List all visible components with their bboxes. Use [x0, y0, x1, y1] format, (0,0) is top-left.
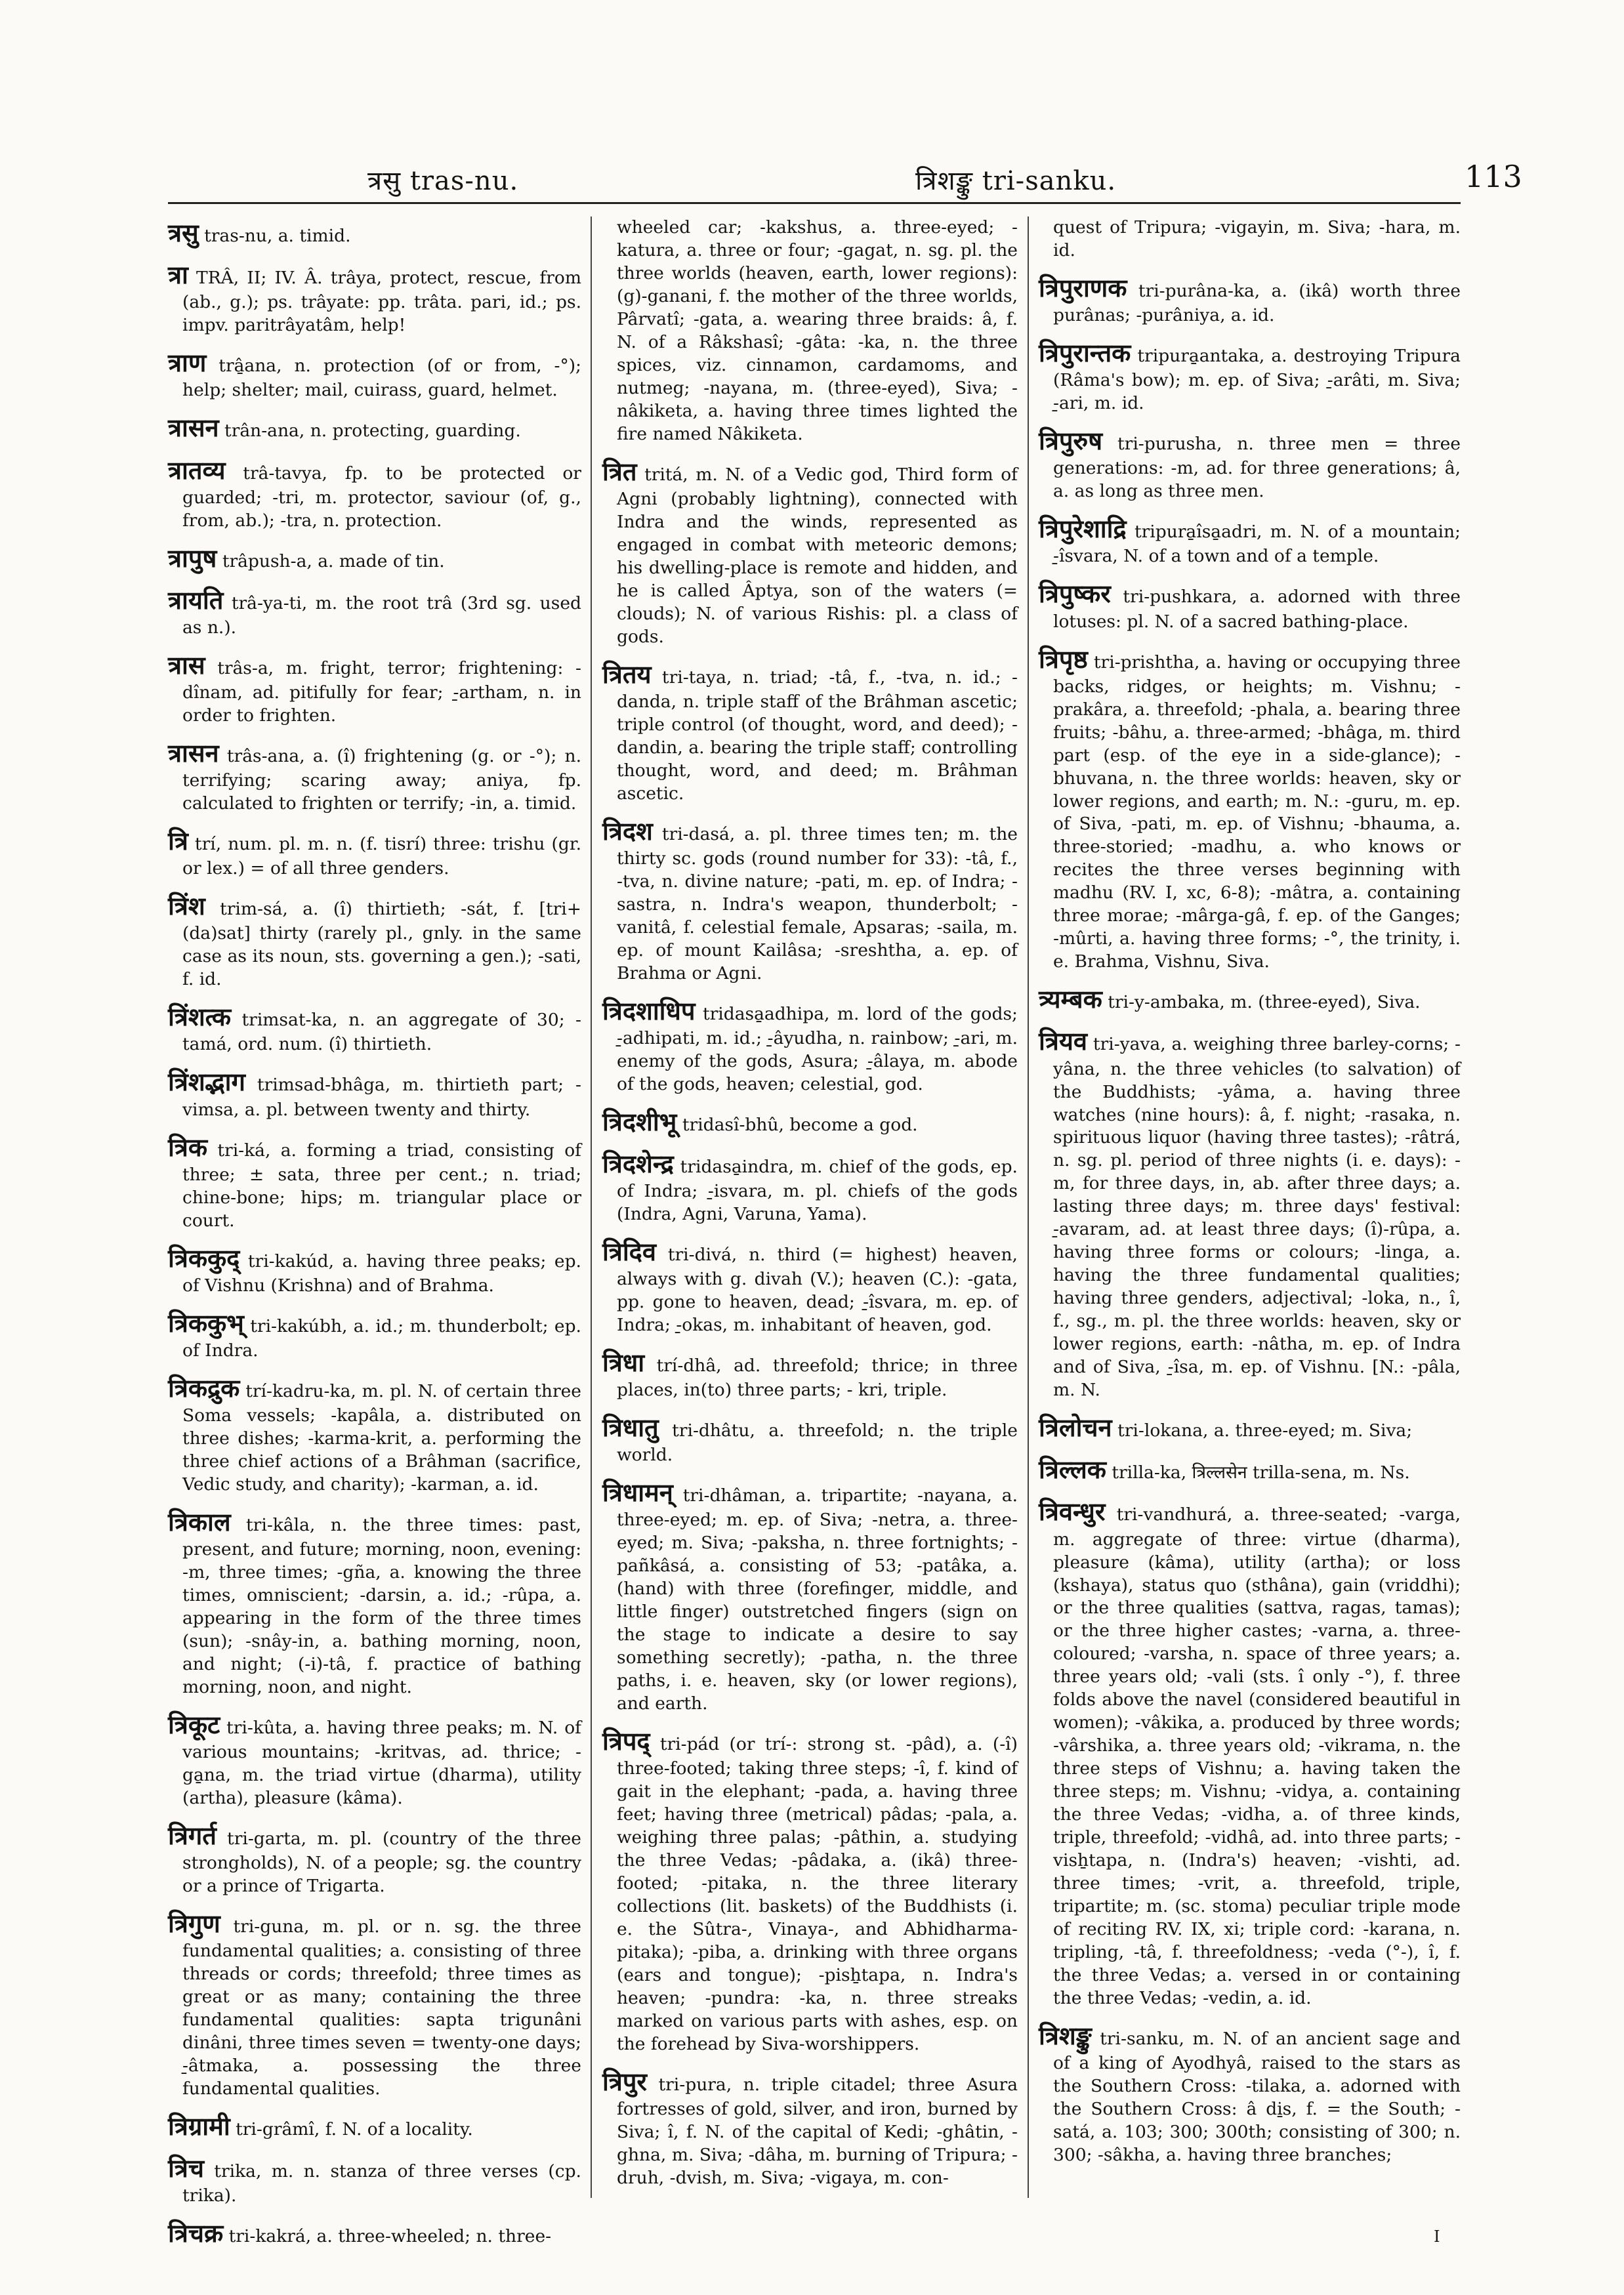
dictionary-entry: [168, 1131, 581, 1233]
dictionary-entry: [168, 1001, 581, 1056]
dictionary-column-3: [1039, 217, 1461, 2211]
headword-devanagari: त्रिपुर: [602, 2067, 647, 2096]
entry-text: tri-lokana, a. three-eyed; m. Siva;: [1117, 1420, 1413, 1441]
entry-text: trika, m. n. stanza of three verses (cp. trika).: [182, 2161, 581, 2206]
dictionary-entry: [1039, 2019, 1461, 2167]
dictionary-entry-continued: [1039, 217, 1461, 262]
entry-text: tridasa̱indra, m. chief of the gods, ep. of Indra; -̱isvara, m. pl. chiefs of the gods (Indra, Agni, Varuna, Yama).: [617, 1156, 1018, 1224]
headword-devanagari: त्रिदशाधिप: [602, 996, 696, 1025]
entry-text: trân-ana, n. protecting, guarding.: [224, 421, 521, 442]
entry-text: tri-pura, n. triple citadel; three Asura fortresses of gold, silver, and iron, burned by Siva; î, f. N. of the capital of Kedi; -ghâtin, -ghna, m. Siva; -dâha, m. burning of Tripura; -druh, -dvish, m. Siva; -vigaya, m. con-: [617, 2074, 1018, 2188]
entry-text: tri-kakúbh, a. id.; m. thunderbolt; ep. of Indra.: [182, 1315, 581, 1361]
headword-devanagari: त्रसु: [168, 218, 199, 247]
dictionary-entry: [168, 890, 581, 991]
dictionary-entry: [602, 2065, 1018, 2190]
header-rule: [168, 202, 1461, 204]
entry-text: tri-y-ambaka, m. (three-eyed), Siva.: [1108, 992, 1421, 1013]
entry-text: tri-ká, a. forming a triad, consisting of three; ± sata, three per cent.; n. triad; chine-bone; hips; m. triangular place or court.: [182, 1140, 581, 1231]
entry-text: trâpush-a, a. made of tin.: [222, 550, 445, 571]
headword-devanagari: त्रा: [168, 260, 188, 290]
entry-text: trí, num. pl. m. n. (f. tisrí) three: trishu (gr. or lex.) = of all three genders.: [182, 834, 581, 879]
headword-devanagari: त्रिपद्: [602, 1727, 650, 1756]
entry-text: wheeled car; -kakshus, a. three-eyed; -katura, a. three or four; -gagat, n. sg. pl. the three worlds (heaven, earth, lower regions): (g)-ganani, f. the mother of the three worlds, Pârvatî; -gata, a. wearing three braids: â, f. N. of a Râkshasî; -gâta: -ka, n. the three spices, viz. cinnamon, cardamoms, and nutmeg; -nayana, m. (three-eyed), Siva; -nâkiketa, a. having three times lighted the fire named Nâkiketa.: [617, 217, 1018, 444]
left-guide-transliteration: tras-nu.: [409, 166, 519, 196]
headword-devanagari: त्रिंशत्क: [168, 1003, 232, 1032]
dictionary-entry: [168, 217, 581, 249]
dictionary-entry: [168, 1242, 581, 1298]
dictionary-entry: [602, 1411, 1018, 1467]
dictionary-column-1: [168, 217, 581, 2248]
headword-devanagari: त्रिककुभ्: [168, 1308, 244, 1338]
entry-text: tri-sanku, m. N. of an ancient sage and of a king of Ayodhyâ, raised to the stars as the Southern Cross: -tilaka, a. adorned with the Southern Cross: â di̱s, f. = the South; -satá, a. 103; 300; 300th; consisting of 300; n. 300; -sâkha, a. having three branches;: [1053, 2028, 1461, 2165]
entry-text: tri-garta, m. pl. (country of the three strongholds), N. of a people; sg. the country or a prince of Trigarta.: [182, 1828, 581, 1896]
headword-devanagari: त्राण: [168, 348, 207, 378]
headword-devanagari: त्रियव: [1039, 1027, 1087, 1056]
entry-text: tri-pushkara, a. adorned with three lotuses: pl. N. of a sacred bathing-place.: [1053, 587, 1461, 632]
dictionary-entry: [602, 1346, 1018, 1402]
headword-devanagari: त्र्यम्बक: [1039, 985, 1102, 1014]
dictionary-entry: [1039, 337, 1461, 415]
entry-text: tri-vandhurá, a. three-seated; -varga, m. aggregate of three: virtue (dharma), pleasure (kâma), utility (artha); or loss (kshaya), status quo (sthâna), gain (vriddhi); or the three qualities (sattva, ragas, tamas); or the three higher castes; -varna, a. three-coloured; -varsha, n. space of three years; a. three years old; -vali (sts. î only -°), f. three folds above the navel (considered beautiful in women); -vâkika, a. produced by three words; -vârshika, a. three years old; -vikrama, n. the three steps of Vishnu; a. having taken the three steps; m. Vishnu; -vidya, a. containing the three Vedas; -vidha, a. of three kinds, triple, threefold; -vidhâ, ad. into three parts; -visẖtapa, n. (Indra's) heaven; -vishti, ad. three times; -vrit, a. threefold, triple, tripartite; m. (sc. stoma) peculiar triple mode of reciting RV. IX, xi; triple cord: -karana, n. tripling, -tâ, f. threefoldness; -veda (°-), î, f. the three Vedas; a. versed in or containing the three Vedas; -vedin, a. id.: [1053, 1504, 1461, 2008]
left-guide-devanagari: त्रसु: [367, 166, 402, 196]
right-guide-devanagari: त्रिशङ्कु: [915, 166, 973, 196]
dictionary-entry: [168, 346, 581, 402]
dictionary-entry: [602, 995, 1018, 1096]
entry-text: tri-kakrá, a. three-wheeled; n. three-: [228, 2226, 552, 2247]
right-guide-transliteration: tri-sanku.: [982, 166, 1117, 196]
dictionary-entry: [168, 454, 581, 533]
running-header: [0, 157, 1624, 203]
entry-text: trim-sá, a. (î) thirtieth; -sát, f. [tri+(da)sat] thirty (rarely pl., gnly. in the same case as its noun, sts. governing a gen.); -sati, f. id.: [182, 899, 581, 990]
dictionary-column-2: [602, 217, 1018, 2211]
dictionary-entry: [168, 584, 581, 640]
entry-text: quest of Tripura; -vigayin, m. Siva; -hara, m. id.: [1053, 217, 1461, 260]
headword-devanagari: त्रिदशेन्द्र: [602, 1149, 674, 1178]
dictionary-entry: [602, 1148, 1018, 1226]
entry-text: trí-kadru-ka, m. pl. N. of certain three Soma vessels; -kapâla, a. distributed on three dishes; -karma-krit, a. performing the three chief actions of a Brâhman (sacrifice, Vedic study, and charity); -karman, a. id.: [182, 1380, 581, 1495]
entry-text: trimsat-ka, n. an aggregate of 30; -tamá, ord. num. (î) thirtieth.: [182, 1010, 581, 1055]
signature-mark: I: [1434, 2227, 1440, 2246]
headword-devanagari: त्रिधामन्: [602, 1478, 673, 1508]
dictionary-entry: [602, 658, 1018, 806]
page-number: 113: [1465, 159, 1522, 194]
headword-devanagari: त्रिकाल: [168, 1507, 231, 1537]
entry-text: tras-nu, a. timid.: [204, 226, 351, 246]
headword-devanagari: त्रिगर्त: [168, 1821, 217, 1850]
dictionary-entry: [1039, 512, 1461, 568]
entry-text: trâ-ya-ti, m. the root trâ (3rd sg. used as n.).: [182, 592, 581, 638]
headword-devanagari: त्रातव्य: [168, 455, 226, 485]
dictionary-entry: [602, 455, 1018, 649]
dictionary-entry: [168, 2152, 581, 2208]
dictionary-entry: [168, 1819, 581, 1898]
left-guide-word: [367, 161, 518, 197]
headword-devanagari: त्रिशङ्कु: [1039, 2021, 1092, 2050]
headword-devanagari: त्रिधातु: [602, 1413, 659, 1443]
entry-text: tripura̱antaka, a. destroying Tripura (Râma's bow); m. ep. of Siva; -̱arâti, m. Siva; -̱ari, m. id.: [1053, 346, 1461, 414]
column-divider: [591, 217, 592, 2198]
entry-text: tri-kûta, a. having three peaks; m. N. of various mountains; -kritvas, ad. thrice; -ga̱na, m. the triad virtue (dharma), utility (artha), pleasure (kâma).: [182, 1717, 581, 1808]
entry-text: tri-purusha, n. three men = three generations: -m, ad. for three generations; â, a. as long as three men.: [1053, 434, 1461, 502]
entry-text: trilla-ka, त्रिल्लसेन trilla-sena, m. Ns.: [1112, 1462, 1410, 1483]
headword-devanagari: त्रि: [168, 827, 188, 856]
dictionary-entry: [1039, 983, 1461, 1016]
headword-devanagari: त्रिदिव: [602, 1237, 656, 1266]
headword-devanagari: त्रिलोचन: [1039, 1413, 1112, 1443]
headword-devanagari: त्रितय: [602, 659, 652, 689]
entry-text: TRÂ, II; IV. Â. trâya, protect, rescue, from (ab., g.); ps. trâyate: pp. trâta. pari, id.; ps. impv. paritrâyatâm, help!: [182, 268, 581, 336]
entry-text: tri-grâmî, f. N. of a locality.: [236, 2119, 473, 2140]
entry-text: tri-purâna-ka, a. (ikâ) worth three purânas; -purâniya, a. id.: [1053, 280, 1461, 326]
entry-text: tridasî-bhû, become a god.: [682, 1114, 918, 1135]
entry-text: tri-kâla, n. the three times: past, present, and future; morning, noon, evening: -m, three times; -gña, a. knowing the three times, omniscient; -darsin, a. id.; -rûpa, a. appearing in the form of the three times (sun); -snây-in, a. bathing morning, noon, and night; (-i)-tâ, f. practice of bathing morning, noon, and night.: [182, 1514, 581, 1697]
dictionary-entry: [168, 542, 581, 575]
dictionary-entry: [168, 649, 581, 728]
headword-devanagari: त्रित: [602, 457, 637, 486]
dictionary-entry: [168, 411, 581, 444]
entry-text: tri-dasá, a. pl. three times ten; m. the thirty sc. gods (round number for 33): -tâ, f., -tva, n. divine nature; -pati, m. ep. of Indra; -sastra, n. Indra's weapon, thunderbolt; -vanitâ, f. celestial female, Apsaras; -saila, m. ep. of mount Kailâsa; -sreshtha, a. ep. of Brahma or Agni.: [617, 823, 1018, 983]
headword-devanagari: त्रिदश: [602, 816, 653, 846]
dictionary-entry: [168, 1372, 581, 1497]
right-guide-word: [915, 161, 1116, 197]
dictionary-entry: [602, 1235, 1018, 1337]
dictionary-entry: [602, 1106, 1018, 1138]
headword-devanagari: त्रापुष: [168, 543, 217, 573]
entry-text: tri-divá, n. third (= highest) heaven, always with g. divah (V.); heaven (C.): -gata, pp. gone to heaven, dead; -̱îsvara, m. ep. of Indra; -̱okas, m. inhabitant of heaven, god.: [617, 1244, 1018, 1335]
headword-devanagari: त्रिंशद्भाग: [168, 1067, 245, 1097]
dictionary-entry: [1039, 1025, 1461, 1402]
headword-devanagari: त्रिंश: [168, 892, 205, 921]
headword-devanagari: त्रिककुद्: [168, 1243, 240, 1273]
entry-text: trâs-a, m. fright, terror; frightening: -dînam, ad. pitifully for fear; -̱artham, n. in order to frighten.: [182, 657, 581, 726]
headword-devanagari: त्रिपुष्कर: [1039, 579, 1111, 609]
entry-text: trí-dhâ, ad. threefold; thrice; in three places, in(to) three parts; - kri, triple.: [617, 1355, 1018, 1401]
headword-devanagari: त्रिपुराणक: [1039, 273, 1127, 302]
entry-text: tri-dhâtu, a. threefold; n. the triple world.: [617, 1420, 1018, 1466]
dictionary-entry: [602, 1725, 1018, 2056]
headword-devanagari: त्रिपुरुष: [1039, 426, 1103, 456]
headword-devanagari: त्रिपुरेशाद्रि: [1039, 514, 1127, 544]
entry-text: trâs-ana, a. (î) frightening (g. or -°); n. terrifying; scaring away; aniya, fp. calculated to frighten or terrify; -in, a. timid.: [182, 746, 581, 814]
entry-text: trimsad-bhâga, m. thirtieth part; -vimsa, a. pl. between twenty and thirty.: [182, 1075, 581, 1120]
dictionary-entry-continued: [602, 217, 1018, 446]
entry-text: trâ-tavya, fp. to be protected or guarded; -tri, m. protector, saviour (of, g., from, ab.); -tra, n. protection.: [182, 463, 581, 531]
entry-text: tridasa̱adhipa, m. lord of the gods; -̱adhipati, m. id.; -̱âyudha, n. rainbow; -̱ari, m. enemy of the gods, Asura; -̱âlaya, m. abode of the gods, heaven; celestial, god.: [617, 1003, 1018, 1094]
dictionary-entry: [168, 1907, 581, 2101]
dictionary-entry: [602, 815, 1018, 985]
dictionary-entry: [1039, 1453, 1461, 1486]
entry-text: tri-yava, a. weighing three barley-corns; -yâna, n. the three vehicles (to salvation) of the Buddhists; -yâma, a. having three watches (nine hours): â, f. night; -rasaka, n. spirituous liquor (having three tastes); -râtrá, n. sg. pl. period of three nights (i. e. days): -m, for three days, in, ab. after three days; a. lasting three days; m. three days' festival: -̱avaram, ad. at least three days; (î)-rûpa, a. having three forms or colours; -linga, a. having the three fundamental qualities; having three genders, adjectival; -loka, n., î, f., sg., m. pl. the three worlds: heaven, sky or lower regions, earth: -nâtha, m. ep. of Indra and of Siva, -̱îsa, m. ep. of Vishnu. [N.: -pâla, m. N.: [1053, 1034, 1461, 1401]
entry-text: tri-dhâman, a. tripartite; -nayana, a. three-eyed; m. ep. of Siva; -netra, a. three-eyed; m. Siva; -paksha, n. three fortnights; -pañkâsá, a. consisting of 53; -patâka, a. (hand) with three (forefinger, middle, and little finger) outstretched fingers (sign on the stage to indicate a desire to say something secretly); -patha, n. the three paths, i. e. heaven, sky (or lower regions), and earth.: [617, 1485, 1018, 1714]
entry-text: tri-taya, n. triad; -tâ, f., -tva, n. id.; -danda, n. triple staff of the Brâhman ascetic; triple control (of thought, word, and deed); -dandin, a. bearing the triple staff; controlling thought, word, and deed; m. Brâhman ascetic.: [617, 667, 1018, 804]
entry-text: tripura̱îsa̱adri, m. N. of a mountain; -̱îsvara, N. of a town and of a temple.: [1053, 522, 1461, 567]
column-divider: [1028, 217, 1029, 2198]
entry-text: tri-guna, m. pl. or n. sg. the three fundamental qualities; a. consisting of three threads or cords; threefold; three times as great or as many; containing the three fundamental qualities: sapta trigunâni dinâni, three times seven = twenty-one days; -̱âtmaka, a. possessing the three fundamental qualities.: [182, 1916, 581, 2099]
dictionary-entry: [1039, 643, 1461, 974]
dictionary-entry: [168, 1708, 581, 1810]
dictionary-entry: [168, 258, 581, 337]
dictionary-entry: [1039, 1411, 1461, 1444]
headword-devanagari: त्रिदशीभू: [602, 1107, 677, 1136]
dictionary-entry: [168, 1506, 581, 1699]
dictionary-entry: [168, 2217, 581, 2250]
headword-devanagari: त्रिक: [168, 1132, 208, 1162]
entry-text: tri-prishtha, a. having or occupying three backs, ridges, or heights; m. Vishnu; -prakâra, a. threefold; -phala, a. bearing three fruits; -bâhu, a. three-armed; -bhâga, m. third part (esp. of the eye in a side-glance); -bhuvana, n. the three worlds: heaven, sky or lower regions, and earth; m. N.: -guru, m. ep. of Siva, -pati, m. ep. of Vishnu; -bhauma, a. three-storied; -madhu, a. who knows or recites the three verses beginning with madhu (RV. I, xc, 6-8); -mâtra, a. containing three morae; -mârga-gâ, f. ep. of the Ganges; -mûrti, a. having three forms; -°, the trinity, i. e. Brahma, Vishnu, Siva.: [1053, 651, 1461, 972]
entry-text: trâ̱ana, n. protection (of or from, -°); help; shelter; mail, cuirass, guard, helmet.: [182, 356, 581, 401]
headword-devanagari: त्रिचक्र: [168, 2219, 224, 2248]
headword-devanagari: त्रिकद्रुक: [168, 1373, 240, 1403]
headword-devanagari: त्रासन: [168, 413, 219, 443]
dictionary-entry: [1039, 424, 1461, 503]
dictionary-entry: [168, 2110, 581, 2143]
entry-text: tri-kakúd, a. having three peaks; ep. of Vishnu (Krishna) and of Brahma.: [182, 1251, 581, 1296]
headword-devanagari: त्रिपुरान्तक: [1039, 339, 1131, 368]
entry-text: tritá, m. N. of a Vedic god, Third form of Agni (probably lightning), connected with Indra and the winds, represented as engaged in combat with meteoric demons; his dwelling-place is remote and hidden, and he is called Âptya, son of the waters (= clouds); N. of various Rishis: pl. a class of gods.: [617, 464, 1018, 647]
dictionary-entry: [168, 1065, 581, 1121]
dictionary-entry: [168, 737, 581, 816]
headword-devanagari: त्रायति: [168, 585, 224, 615]
dictionary-entry: [602, 1476, 1018, 1716]
dictionary-entry: [1039, 272, 1461, 327]
headword-devanagari: त्रिल्लक: [1039, 1455, 1106, 1485]
headword-devanagari: त्रास: [168, 650, 205, 680]
headword-devanagari: त्रासन: [168, 739, 219, 768]
headword-devanagari: त्रिग्रामी: [168, 2111, 230, 2141]
dictionary-entry: [1039, 1495, 1461, 2010]
headword-devanagari: त्रिच: [168, 2154, 204, 2183]
dictionary-entry: [168, 1307, 581, 1363]
dictionary-entry: [168, 825, 581, 880]
headword-devanagari: त्रिधा: [602, 1348, 645, 1377]
headword-devanagari: त्रिकूट: [168, 1710, 220, 1739]
dictionary-entry: [1039, 577, 1461, 633]
entry-text: tri-pád (or trí-: strong st. -pâd), a. (-î) three-footed; taking three steps; -î, f. kind of gait in the elephant; -pada, a. having three feet; having three (metrical) pâdas; -pala, a. weighing three palas; -pâthin, a. studying the three Vedas; -pâdaka, a. (ikâ) three-footed; -pitaka, n. the three literary collections (lit. baskets) of the Buddhists (i. e. the Sûtra-, Vinaya-, and Abhidharma-pitaka); -piba, a. drinking with three organs (ears and tongue); -pisẖtapa, n. Indra's heaven; -pundra: -ka, n. three streaks marked on various parts with ashes, esp. on the forehead by Siva-worshippers.: [617, 1734, 1018, 2054]
headword-devanagari: त्रिवन्धुर: [1039, 1497, 1106, 1527]
headword-devanagari: त्रिपृष्ठ: [1039, 644, 1088, 674]
headword-devanagari: त्रिगुण: [168, 1909, 220, 1938]
